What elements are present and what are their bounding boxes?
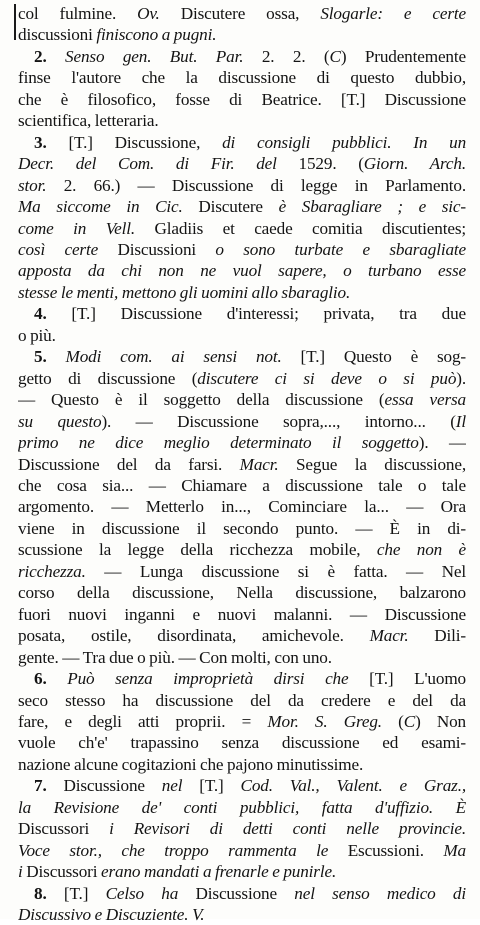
text-line [18, 754, 466, 775]
text-line [18, 196, 466, 217]
italic-text: Modi com. ai sensi not. [65, 347, 282, 367]
text-run: che è filosofico, fosse di Beatrice. [T.] Discussione [18, 89, 466, 109]
text-run: Gladiis et caede comitia discutientes; [135, 218, 466, 238]
text-line [18, 239, 466, 260]
text-line [18, 668, 466, 689]
text-line [18, 518, 466, 539]
text-line [18, 840, 466, 861]
italic-text: i [18, 862, 23, 882]
text-line [18, 475, 466, 496]
text-run: che cosa sia... — Chiamare a discussione tale o tale [18, 475, 466, 495]
text-line [18, 775, 466, 796]
text-run [433, 798, 456, 817]
italic-text: Discussivo e Discuziente. V. [18, 905, 205, 925]
text-line [18, 260, 466, 281]
text-line [18, 346, 466, 367]
text-run: — Lunga discussione si è fatta. — Nel [85, 561, 466, 581]
text-line [18, 861, 466, 882]
text-column [18, 3, 466, 925]
italic-text: È [455, 797, 466, 817]
italic-text: Decr. del Com. di Fir. del [18, 154, 277, 174]
italic-text: C [403, 711, 416, 731]
text-run: ( [381, 711, 404, 731]
text-line [18, 282, 466, 303]
italic-text: apposta da chi non ne vuol sapere, o turbano esse [18, 261, 466, 281]
sense-number: 6. [34, 669, 47, 689]
text-line [18, 46, 466, 67]
italic-text: Voce stor., che troppo rammenta le [18, 840, 329, 860]
text-run: 1529. ( [276, 154, 364, 174]
text-run: viene in discussione il secondo punto. — È in di- [18, 518, 466, 538]
sense-number: 3. [34, 132, 47, 152]
text-run: [T.] L'uomo [348, 669, 466, 689]
text-line [18, 218, 466, 239]
text-line [18, 411, 466, 432]
text-run: col fulmine. [18, 4, 138, 23]
italic-text: Ma siccome in Cic. [18, 197, 183, 217]
text-line [18, 883, 466, 904]
italic-text: nel [161, 776, 183, 796]
text-run: [T.] [46, 883, 106, 903]
sense-number: 2. [34, 46, 47, 66]
text-run: Escussioni. [328, 840, 444, 860]
text-run [47, 47, 65, 66]
text-line [18, 368, 466, 389]
text-run: — Questo è il soggetto della discussione ( [18, 390, 385, 410]
italic-text: Ov. [137, 4, 160, 23]
text-line [18, 432, 466, 453]
text-run: Discussione del da farsi. [18, 454, 240, 474]
italic-text: la Revisione de' conti pubblici, fatta d'uffizio. [18, 797, 434, 817]
italic-text: Giorn. Arch. [363, 154, 466, 174]
text-run: [T.] [182, 776, 241, 796]
italic-text: Ma [443, 840, 466, 860]
text-run: Discussione [46, 776, 162, 796]
italic-text: di consigli pubblici. In un [222, 132, 466, 152]
text-line [18, 561, 466, 582]
text-line [18, 325, 466, 346]
italic-text: è [278, 197, 287, 217]
text-run: o più. [18, 325, 56, 345]
sense-number: 5. [34, 347, 47, 367]
text-run: argomento. — Metterlo in..., Cominciare la... — Ora [18, 497, 466, 517]
text-run: gente. — Tra due o più. — Con molti, con uno. [18, 647, 332, 667]
text-run: ) Prudentemente [340, 46, 466, 66]
text-run: 2. 66.) — Discussione di legge in Parlamento. [46, 175, 466, 195]
text-line [18, 496, 466, 517]
italic-text: così certe [18, 239, 99, 259]
text-run: vuole ch'e' trapassino senza discussione ed esami- [18, 733, 466, 753]
text-run: Segue la discussione, [278, 454, 466, 474]
text-run: discussioni [18, 25, 97, 45]
text-line [18, 690, 466, 711]
text-line [18, 110, 466, 131]
text-run: Discutere [182, 197, 279, 217]
text-line [18, 904, 466, 925]
italic-text: Senso gen. But. Par. [65, 46, 244, 66]
italic-text: su questo [18, 411, 102, 431]
text-run: getto di discussione ( [18, 368, 198, 388]
text-run [286, 197, 302, 216]
italic-text: stor. [18, 175, 47, 195]
text-line [18, 3, 466, 24]
text-run: Discutere ossa, [159, 4, 321, 23]
sense-number: 8. [34, 883, 47, 903]
text-line [18, 818, 466, 839]
text-run [47, 347, 66, 366]
text-line [18, 132, 466, 153]
italic-text: Può senza improprietà dirsi che [67, 669, 349, 689]
text-run: nazione alcune cogitazioni che pajono minutissime. [18, 754, 364, 774]
text-run: seco stesso ha discussione del da credere e del da [18, 690, 466, 710]
italic-text: Mor. S. Greg. [267, 711, 382, 731]
text-run: Discussori [22, 862, 102, 882]
text-run: fuori nuovi inganni e nuovi malanni. — Discussione [18, 604, 466, 624]
italic-text: come in Vell. [18, 218, 136, 238]
text-run: Discussione [178, 883, 295, 903]
text-run: [T.] Questo è sog- [281, 347, 466, 367]
italic-text: ricchezza. [18, 561, 86, 581]
text-line [18, 67, 466, 88]
italic-text: Slogarle: e certe [320, 4, 466, 23]
text-run: [T.] Discussione d'interessi; privata, tra due [46, 304, 466, 324]
italic-text: Celso ha [105, 883, 179, 903]
text-run: posata, ostile, disordinata, amichevole. [18, 626, 370, 646]
text-run: ). — Discussione sopra,..., intorno... ( [101, 411, 456, 431]
text-line [18, 797, 466, 818]
italic-text: essa versa [384, 390, 466, 410]
text-line [18, 604, 466, 625]
italic-text: stesse le menti, mettono gli uomini allo sbaraglio. [18, 282, 351, 302]
text-line [18, 303, 466, 324]
italic-text: discutere ci si deve o si può [197, 368, 457, 388]
text-run: 2. 2. ( [243, 46, 330, 66]
text-run: ). [456, 368, 466, 388]
margin-rule [14, 4, 16, 40]
text-run: Discussioni [98, 239, 216, 259]
text-line [18, 582, 466, 603]
italic-text: Cod. Val., Valent. e Graz., [240, 776, 466, 796]
text-line [18, 625, 466, 646]
text-line [18, 175, 466, 196]
italic-text: Il [455, 411, 466, 431]
text-line [18, 711, 466, 732]
text-line [18, 732, 466, 753]
text-run: ) Non [415, 711, 466, 731]
text-run: Dili- [408, 626, 466, 646]
italic-text: che non è [376, 540, 466, 560]
text-line [18, 24, 466, 45]
italic-text: o sono turbate e sbaragliate [215, 239, 466, 259]
text-line [18, 454, 466, 475]
text-line [18, 153, 466, 174]
text-run: fare, e degli atti proprii. = [18, 711, 268, 731]
italic-text: Macr. [239, 454, 279, 474]
italic-text: primo ne dice meglio determinato il soggetto [18, 433, 419, 453]
italic-text: Macr. [369, 626, 409, 646]
sense-number: 4. [34, 304, 47, 324]
italic-text: finiscono a pugni. [96, 25, 217, 45]
text-run: [T.] Discussione, [46, 132, 223, 152]
text-run: ). — [418, 433, 466, 453]
italic-text: C [329, 46, 341, 66]
text-line [18, 539, 466, 560]
italic-text: Sbaragliare ; e sic- [301, 197, 466, 217]
text-run: scussione la legge della ricchezza mobile, [18, 540, 377, 560]
italic-text: nel senso medico di [294, 883, 466, 903]
text-line [18, 647, 466, 668]
text-run: Discussori [18, 819, 110, 839]
text-run: finse l'autore che la discussione di questo dubbio, [18, 68, 466, 88]
text-line [18, 89, 466, 110]
text-run: scientifica, letteraria. [18, 111, 159, 131]
text-run: corso della discussione, Nella discussione, balzarono [18, 583, 466, 603]
italic-text: i Revisori di detti conti nelle provincie. [109, 819, 466, 839]
italic-text: erano mandati a frenarle e punirle. [101, 862, 337, 882]
text-line [18, 389, 466, 410]
text-run [47, 669, 68, 688]
sense-number: 7. [34, 776, 47, 796]
